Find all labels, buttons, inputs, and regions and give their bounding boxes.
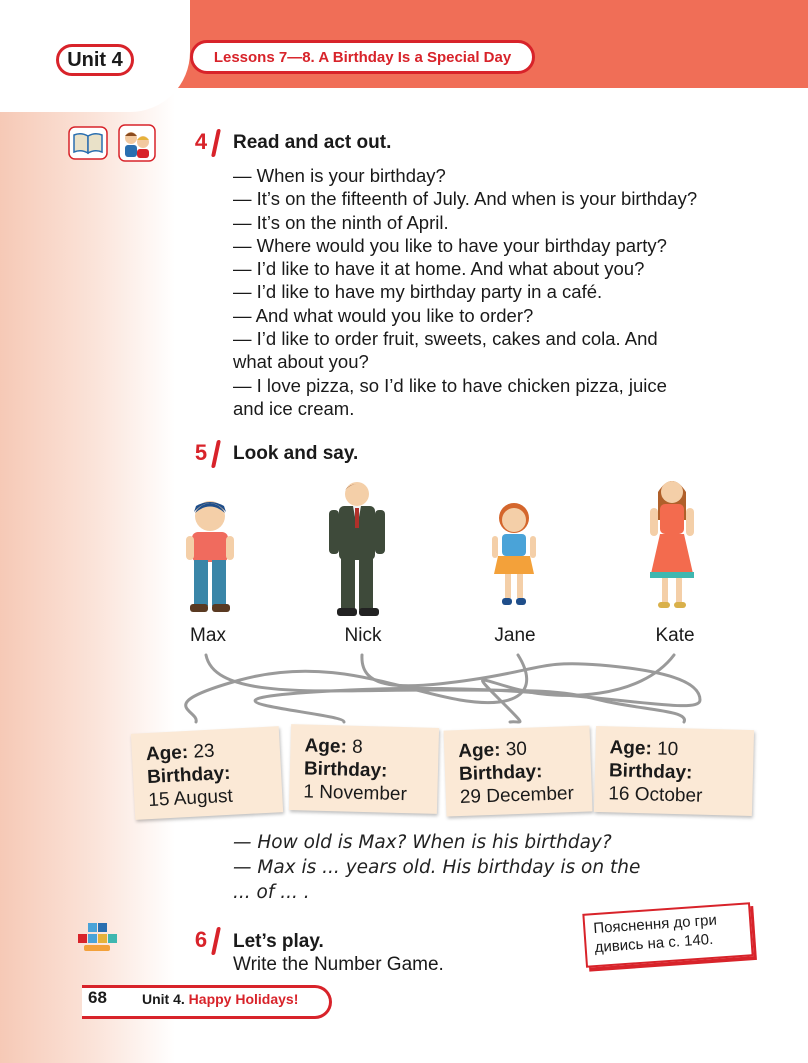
model-line: ... of ... . (233, 882, 310, 903)
game-note-line: дивись на с. 140. (594, 930, 714, 957)
exercise-6-subtitle: Write the Number Game. (233, 954, 444, 975)
age-label: Age: (304, 735, 348, 758)
dialog-line: — I’d like to have it at home. And what about you? (233, 258, 645, 280)
dialog-line: — I’d like to order fruit, sweets, cakes and cola. And (233, 328, 658, 350)
info-card (131, 726, 283, 820)
dialog-line: — When is your birthday? (233, 165, 446, 186)
dialog-line: — I’d like to have my birthday party in a café. (233, 281, 603, 303)
footer-unit-title (142, 991, 298, 1007)
footer-unit-prefix: Unit 4. (142, 991, 185, 1007)
footer-unit-name: Happy Holidays! (188, 991, 299, 1007)
age-value: 10 (656, 738, 679, 761)
dialog-line: what about you? (233, 351, 369, 373)
exercise-5-title: Look and say. (233, 443, 359, 464)
birthday-label: Birthday: (303, 758, 388, 782)
age-value: 23 (192, 740, 216, 763)
page-number: 68 (88, 988, 107, 1007)
birthday-label: Birthday: (608, 760, 693, 784)
model-line: — Max is ... years old. His birthday is on the (233, 857, 641, 878)
name-max: Max (190, 625, 226, 646)
birthday-value: 1 November (303, 781, 408, 806)
exercise-4-title: Read and act out. (233, 132, 392, 153)
model-line: — How old is Max? When is his birthday? (233, 832, 612, 853)
age-value: 30 (505, 738, 528, 761)
dialog-line: — It’s on the fifteenth of July. And when is your birthday? (233, 188, 698, 210)
dialog-line: — I love pizza, so I’d like to have chicken pizza, juice (233, 374, 667, 396)
dialog-line: and ice cream. (233, 397, 355, 419)
line-nick (255, 655, 700, 722)
age-label: Age: (609, 737, 653, 760)
birthday-value: 16 October (608, 783, 703, 807)
model-dialog (233, 830, 763, 905)
exercise-5-number: 5 (186, 438, 216, 468)
game-note-line: Пояснення до гри (592, 911, 718, 938)
exercise-4-number: 4 (186, 127, 216, 157)
number-blocks-icon (76, 922, 118, 954)
unit-label: Unit 4 (56, 44, 134, 76)
info-card (444, 725, 593, 816)
exercise-6-title: Let’s play. (233, 931, 324, 952)
birthday-value: 29 December (459, 783, 575, 809)
name-nick: Nick (344, 625, 382, 646)
age-label: Age: (457, 739, 501, 763)
name-jane: Jane (494, 625, 536, 646)
age-label: Age: (145, 741, 189, 766)
info-card (594, 726, 754, 816)
dialog-line: — It’s on the ninth of April. (233, 211, 449, 233)
age-value: 8 (351, 736, 363, 758)
name-kate: Kate (655, 625, 695, 646)
lesson-title: Lessons 7—8. A Birthday Is a Special Day (190, 40, 535, 74)
exercise-6-number: 6 (186, 925, 216, 955)
birthday-value: 15 August (147, 785, 234, 812)
birthday-label: Birthday: (458, 761, 543, 786)
info-card (289, 724, 439, 814)
dialog-line: — Where would you like to have your birthday party? (233, 234, 667, 256)
birthday-label: Birthday: (146, 762, 232, 789)
dialog-line: — And what would you like to order? (233, 304, 534, 326)
